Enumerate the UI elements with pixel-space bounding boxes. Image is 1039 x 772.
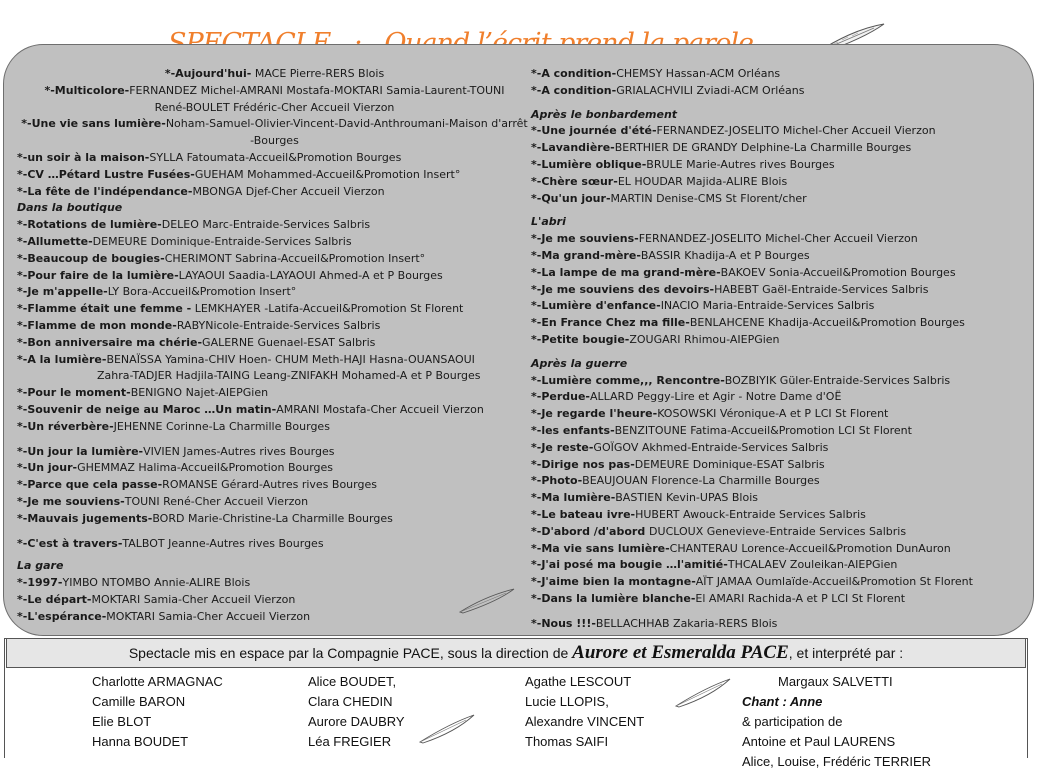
program-entry: *-Beaucoup de bougies-CHERIMONT Sabrina-Accueil&Promotion Insert° — [17, 251, 426, 265]
program-entry: *-Nous !!!-BELLACHHAB Zakaria-RERS Blois — [531, 616, 778, 630]
program-entry: *-Dans la lumière blanche-El AMARI Rachida-A et P LCI St Florent — [531, 591, 906, 605]
program-entry: *-Flamme de mon monde-RABYNicole-Entraide-Services Salbris — [17, 318, 381, 332]
program-entry: *-Le départ-MOKTARI Samia-Cher Accueil Vierzon — [17, 592, 296, 606]
program-entry: *-Souvenir de neige au Maroc …Un matin-AMRANI Mostafa-Cher Accueil Vierzon — [17, 402, 484, 416]
cast-name: Margaux SALVETTI — [778, 674, 893, 689]
program-entry: *-Qu'un jour-MARTIN Denise-CMS St Florent/cher — [531, 191, 807, 205]
cast-name: Camille BARON — [92, 694, 186, 709]
program-entry: *-Allumette-DEMEURE Dominique-Entraide-Services Salbris — [17, 234, 352, 248]
program-entry: *-J'aime bien la montagne-AÏT JAMAA Oumlaïde-Accueil&Promotion St Florent — [531, 575, 973, 589]
quill-icon — [672, 676, 734, 710]
program-entry: *-Ma grand-mère-BASSIR Khadija-A et P Bourges — [531, 248, 810, 262]
program-entry: *-Pour faire de la lumière-LAYAOUI Saadia-LAYAOUI Ahmed-A et P Bourges — [17, 268, 443, 282]
program-entry: *-Chère sœur-EL HOUDAR Majida-ALIRE Blois — [531, 174, 788, 188]
section-heading: L'abri — [531, 215, 566, 229]
directors-names: Aurore et Esmeralda PACE — [572, 642, 789, 663]
program-entry: *-Un jour-GHEMMAZ Halima-Accueil&Promotion Bourges — [17, 461, 334, 475]
program-entry: *-La fête de l'indépendance-MBONGA Djef-Cher Accueil Vierzon — [17, 184, 385, 198]
cast-name: Charlotte ARMAGNAC — [92, 674, 223, 689]
program-entry: *-A condition-GRIALACHVILI Zviadi-ACM Orléans — [531, 83, 805, 97]
program-entry: *-D'abord /d'abord DUCLOUX Genevieve-Entraide Services Salbris — [531, 524, 907, 538]
cast-name: Agathe LESCOUT — [525, 674, 632, 689]
program-entry: *-Une vie sans lumière-Noham-Samuel-Olivier-Vincent-David-Anthroumani-Maison d'arrêt -Bourges — [21, 117, 528, 148]
program-entry: *-Pour le moment-BENIGNO Najet-AIEPGien — [17, 386, 269, 400]
cast-name: Alice BOUDET, — [308, 674, 397, 689]
program-entry: *-La lampe de ma grand-mère-BAKOEV Sonia-Accueil&Promotion Bourges — [531, 265, 956, 279]
cast-column-2 — [308, 672, 405, 752]
chant-line: Chant : Anne & participation de — [742, 694, 843, 729]
program-entry: *-Lumière oblique-BRULE Marie-Autres rives Bourges — [531, 157, 835, 171]
program-entry: *-Un jour la lumière-VIVIEN James-Autres rives Bourges — [17, 444, 335, 458]
cast-name: Hanna BOUDET — [92, 734, 189, 749]
cast-name: Thomas SAIFI — [525, 734, 609, 749]
program-entry: *-Bon anniversaire ma chérie-GALERNE Guenael-ESAT Salbris — [17, 335, 376, 349]
program-entry: *-A la lumière-BENAÏSSA Yamina-CHIV Hoen- CHUM Meth-HAJI Hasna-OUANSAOUI — [17, 352, 475, 366]
cast-name: Antoine et Paul LAURENS — [742, 734, 896, 749]
program-entry: *-Je me souviens-TOUNI René-Cher Accueil Vierzon — [17, 494, 309, 508]
program-entry: *-Je me souviens-FERNANDEZ-JOSELITO Michel-Cher Accueil Vierzon — [531, 232, 918, 246]
program-entry: *-Ma vie sans lumière-CHANTERAU Lorence-Accueil&Promotion DunAuron — [531, 541, 951, 555]
program-entry: *-Dirige nos pas-DEMEURE Dominique-ESAT Salbris — [531, 457, 825, 471]
section-heading: La gare — [17, 559, 64, 573]
program-entry: *-Je reste-GOÏGOV Akhmed-Entraide-Services Salbris — [531, 440, 829, 454]
program-entry: *-Flamme était une femme - LEMKHAYER -Latifa-Accueil&Promotion St Florent — [17, 302, 464, 316]
quill-icon — [416, 712, 478, 746]
program-entry: *-un soir à la maison-SYLLA Fatoumata-Accueil&Promotion Bourges — [17, 150, 402, 164]
program-column-right — [531, 66, 1021, 633]
program-entry: *-Perdue-ALLARD Peggy-Lire et Agir - Notre Dame d'OË — [531, 390, 842, 404]
cast-name: Léa FREGIER — [308, 734, 392, 749]
program-entry: *-Rotations de lumière-DELEO Marc-Entraide-Services Salbris — [17, 218, 371, 232]
program-entry: *-J'ai posé ma bougie …l'amitié-THCALAEV Zouleikan-AIEPGien — [531, 558, 898, 572]
cast-name: Alice, Louise, Frédéric TERRIER — [742, 754, 932, 769]
program-column-left — [17, 66, 532, 626]
program-entry: *-Ma lumière-BASTIEN Kevin-UPAS Blois — [531, 491, 759, 505]
quill-icon — [456, 586, 518, 616]
cast-name: Clara CHEDIN — [308, 694, 393, 709]
cast-column-3 — [525, 672, 644, 752]
cast-name: Alexandre VINCENT — [525, 714, 645, 729]
program-entry: *-Une journée d'été-FERNANDEZ-JOSELITO Michel-Cher Accueil Vierzon — [531, 124, 936, 138]
section-heading: Dans la boutique — [17, 201, 123, 215]
program-entry: *-1997-YIMBO NTOMBO Annie-ALIRE Blois — [17, 576, 251, 590]
program-entry: *-Lavandière-BERTHIER DE GRANDY Delphine-La Charmille Bourges — [531, 141, 912, 155]
program-entry: *-Je m'appelle-LY Bora-Accueil&Promotion Insert° — [17, 285, 297, 299]
program-entry: *-Le bateau ivre-HUBERT Awouck-Entraide Services Salbris — [531, 507, 866, 521]
program-entry: *-Lumière comme,,, Rencontre-BOZBIYIK Güler-Entraide-Services Salbris — [531, 373, 951, 387]
program-entry: *-Mauvais jugements-BORD Marie-Christine-La Charmille Bourges — [17, 511, 393, 525]
cast-column-4 — [742, 672, 931, 772]
program-entry: *-Petite bougie-ZOUGARI Rhimou-AIEPGien — [531, 332, 780, 346]
program-entry: *-En France Chez ma fille-BENLAHCENE Khadija-Accueil&Promotion Bourges — [531, 316, 965, 330]
program-entry: Zahra-TADJER Hadjila-TAING Leang-ZNIFAKH Mohamed-A et P Bourges — [97, 369, 481, 383]
program-entry: *-les enfants-BENZITOUNE Fatima-Accueil&Promotion LCI St Florent — [531, 423, 912, 437]
program-entry: *-Lumière d'enfance-INACIO Maria-Entraide-Services Salbris — [531, 299, 875, 313]
program-entry: *-Un réverbère-JEHENNE Corinne-La Charmille Bourges — [17, 419, 330, 433]
program-entry: *-Parce que cela passe-ROMANSE Gérard-Autres rives Bourges — [17, 478, 377, 492]
program-entry: *-Je regarde l'heure-KOSOWSKI Véronique-A et P LCI St Florent — [531, 407, 889, 421]
program-entry: *-Aujourd'hui- MACE Pierre-RERS Blois — [164, 67, 385, 80]
program-entry: *-CV …Pétard Lustre Fusées-GUEHAM Mohammed-Accueil&Promotion Insert° — [17, 167, 461, 181]
program-entry: *-Photo-BEAUJOUAN Florence-La Charmille Bourges — [531, 474, 820, 488]
cast-name: Aurore DAUBRY — [308, 714, 405, 729]
cast-name: Elie BLOT — [92, 714, 152, 729]
program-entry: *-C'est à travers-TALBOT Jeanne-Autres rives Bourges — [17, 536, 324, 550]
credit-line: Spectacle mis en espace par la Compagnie PACE, sous la direction de Aurore et Esmeralda PACE, et interprété par : — [6, 638, 1026, 668]
section-heading: Après la guerre — [531, 356, 628, 370]
section-heading: Après le bonbardement — [531, 107, 678, 121]
program-entry: *-L'espérance-MOKTARI Samia-Cher Accueil Vierzon — [17, 609, 311, 623]
program-entry: *-A condition-CHEMSY Hassan-ACM Orléans — [531, 67, 781, 80]
program-entry: *-Je me souviens des devoirs-HABEBT Gaël-Entraide-Services Salbris — [531, 282, 929, 296]
program-entry: *-Multicolore-FERNANDEZ Michel-AMRANI Mostafa-MOKTARI Samia-Laurent-TOUNI René-BOULET Frédéric-Cher Accueil Vierzon — [44, 83, 505, 114]
cast-name: Lucie LLOPIS, — [525, 694, 609, 709]
cast-column-1 — [92, 672, 223, 752]
